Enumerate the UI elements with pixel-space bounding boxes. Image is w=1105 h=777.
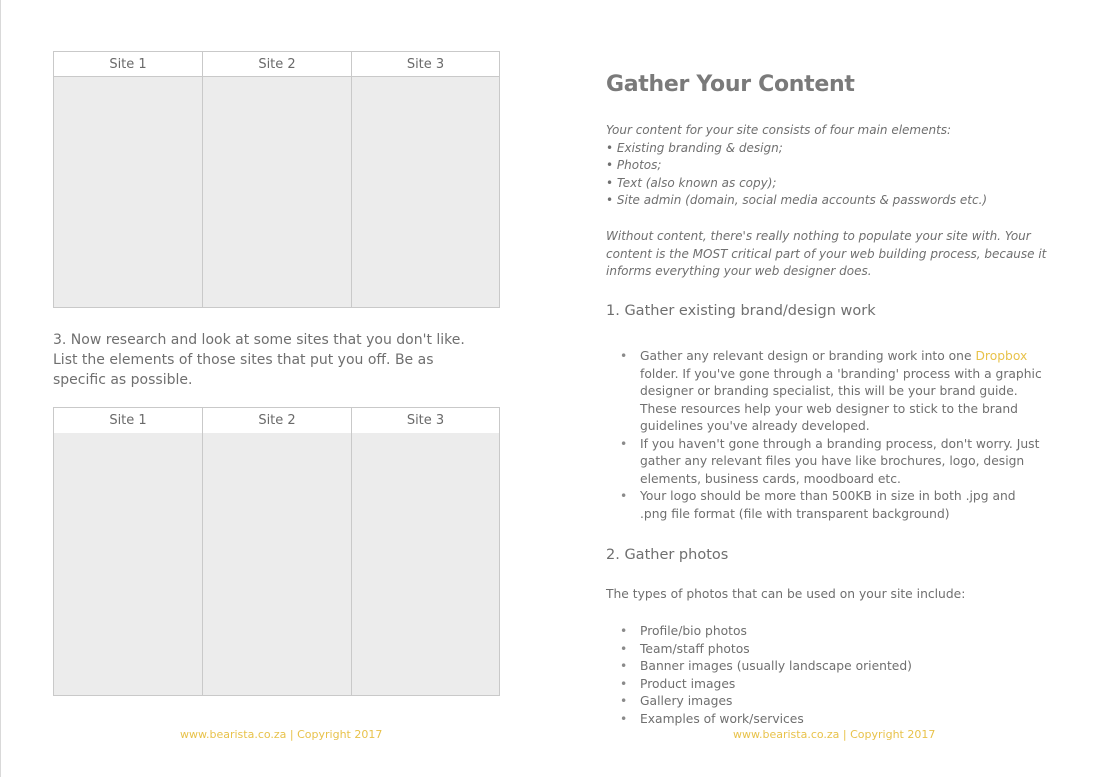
list-item: • Banner images (usually landscape oriented) [620, 658, 1040, 676]
brand-bullet-list [620, 348, 1045, 523]
research-instruction: 3. Now research and look at some sites that you don't like. List the elements of those sites that put you off. Be as specific as possible. [53, 332, 465, 388]
page-title: Gather Your Content [606, 72, 855, 97]
likes-sites-table [53, 51, 500, 308]
list-item: • If you haven't gone through a branding process, don't worry. Just gather any relevant files you have like brochures, logo, design elements, business cards, moodboard etc. [620, 436, 1045, 489]
table-cell-site-1[interactable] [54, 77, 203, 307]
intro-item: • Site admin (domain, social media accounts & passwords etc.) [606, 193, 988, 207]
list-item: • Gallery images [620, 693, 1040, 711]
intro-item: • Existing branding & design; [606, 140, 783, 155]
table-cell-site-2[interactable] [203, 77, 352, 307]
list-item: • Examples of work/services [620, 711, 1040, 729]
table-header-site-1: Site 1 [54, 52, 203, 77]
dropbox-link[interactable]: Dropbox [975, 349, 1028, 363]
page-edge [0, 0, 1, 777]
table-cell-site-2[interactable] [203, 433, 352, 695]
list-item [620, 348, 1045, 436]
list-item: • Profile/bio photos [620, 623, 1040, 641]
footer-right: www.bearista.co.za | Copyright 2017 [733, 728, 936, 741]
table-header-site-3: Site 3 [352, 52, 499, 77]
intro-list [606, 122, 1046, 210]
list-item: • Product images [620, 676, 1040, 694]
intro-item: • Text (also known as copy); [606, 175, 777, 190]
table-cell-site-3[interactable] [352, 77, 499, 307]
table-header-site-1: Site 1 [54, 408, 203, 433]
footer-left: www.bearista.co.za | Copyright 2017 [180, 728, 383, 741]
bullet-text: Gather any relevant design or branding work into one [640, 349, 976, 363]
table-header-site-2: Site 2 [203, 52, 352, 77]
intro-paragraph: Without content, there's really nothing to populate your site with. Your content is the MOST critical part of your web building process, because it informs everything your web designer does. [606, 229, 1047, 278]
intro-lead: Your content for your site consists of four main elements: [606, 123, 952, 137]
section-heading-photos: 2. Gather photos [606, 547, 729, 563]
section-heading-brand: 1. Gather existing brand/design work [606, 303, 876, 319]
table-header-site-2: Site 2 [203, 408, 352, 433]
list-item: • Your logo should be more than 500KB in size in both .jpg and .png file format (file with transparent background) [620, 488, 1045, 523]
intro-item: • Photos; [606, 158, 662, 172]
photos-intro: The types of photos that can be used on your site include: [606, 587, 966, 601]
table-cell-site-3[interactable] [352, 433, 499, 695]
table-cell-site-1[interactable] [54, 433, 203, 695]
bullet-text: folder. If you've gone through a 'branding' process with a graphic designer or branding specialist, this will be your brand guide. These resources help your web designer to stick to the brand guidelines you've already developed. [640, 366, 1042, 433]
dislikes-sites-table [53, 407, 500, 696]
table-header-site-3: Site 3 [352, 408, 499, 433]
photo-types-list [620, 623, 1040, 728]
list-item: • Team/staff photos [620, 641, 1040, 659]
